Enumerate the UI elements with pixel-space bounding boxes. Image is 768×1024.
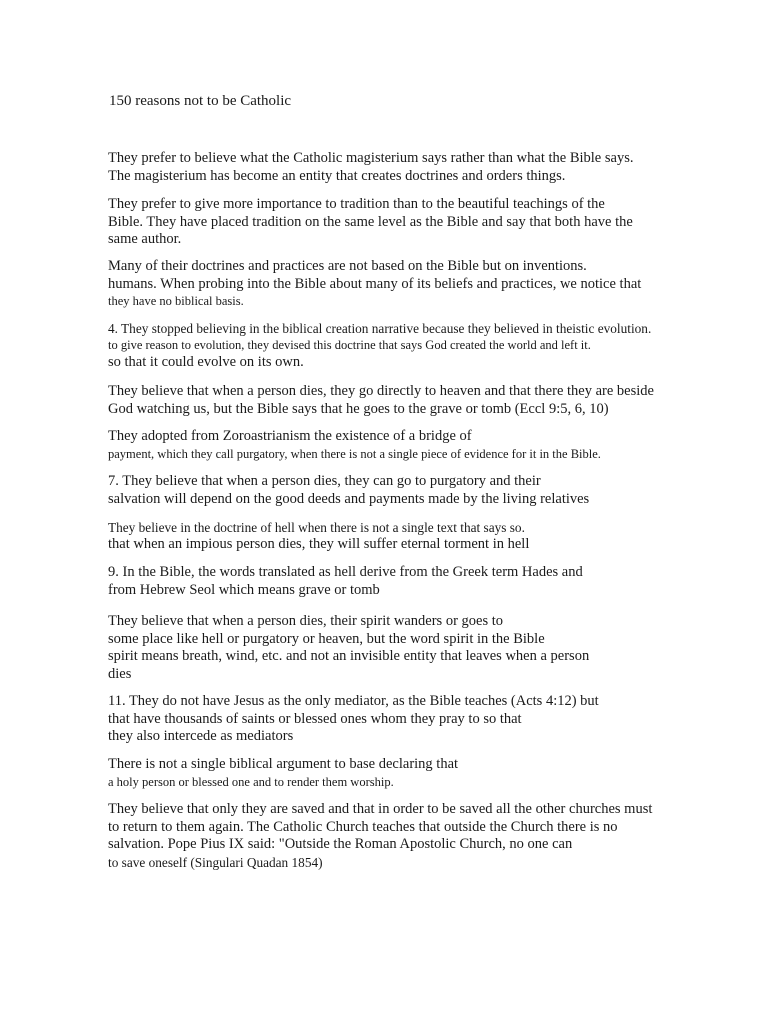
paragraph-2 — [108, 196, 758, 249]
text-line: payment, which they call purgatory, when there is not a single piece of evidence for it in the Bible. — [108, 446, 601, 461]
text-line: 7. They believe that when a person dies, they can go to purgatory and their — [108, 473, 541, 489]
text-line: same author. — [108, 231, 182, 247]
text-line: they also intercede as mediators — [108, 728, 294, 744]
text-line: They believe that when a person dies, they go directly to heaven and that there they are beside — [108, 383, 654, 399]
text-line: so that it could evolve on its own. — [108, 354, 304, 370]
paragraph-8 — [108, 519, 758, 554]
text-line: humans. When probing into the Bible about many of its beliefs and practices, we notice that — [108, 275, 642, 292]
text-line: salvation will depend on the good deeds and payments made by the living relatives — [108, 490, 590, 507]
text-line: Many of their doctrines and practices are not based on the Bible but on inventions. — [108, 258, 587, 274]
document-title: 150 reasons not to be Catholic — [109, 93, 292, 109]
text-line: They believe that only they are saved and that in order to be saved all the other churches must — [108, 801, 653, 817]
text-line: There is not a single biblical argument to base declaring that — [108, 756, 459, 772]
text-line: to return to them again. The Catholic Church teaches that outside the Church there is no — [108, 818, 618, 835]
text-line: They believe that when a person dies, their spirit wanders or goes to — [108, 613, 504, 629]
paragraph-7 — [108, 473, 758, 508]
text-line: dies — [108, 665, 132, 682]
text-line: They prefer to believe what the Catholic magisterium says rather than what the Bible says. — [108, 150, 634, 166]
text-line: 4. They stopped believing in the biblical creation narrative because they believed in theistic evolution. — [108, 321, 652, 336]
text-line: 9. In the Bible, the words translated as hell derive from the Greek term Hades and — [108, 564, 583, 580]
text-line: Bible. They have placed tradition on the same level as the Bible and say that both have the — [108, 213, 633, 230]
paragraph-4 — [108, 320, 758, 372]
text-line: a holy person or blessed one and to render them worship. — [108, 774, 394, 789]
paragraph-3 — [108, 258, 758, 310]
text-line: The magisterium has become an entity that creates doctrines and orders things. — [108, 167, 566, 184]
paragraph-13 — [108, 801, 758, 871]
text-line: they have no biblical basis. — [108, 294, 244, 308]
paragraph-1 — [108, 150, 758, 185]
text-line: They prefer to give more importance to tradition than to the beautiful teachings of the — [108, 196, 605, 212]
text-line: to give reason to evolution, they devised this doctrine that says God created the world and left it. — [108, 338, 591, 352]
text-line: that have thousands of saints or blessed ones whom they pray to so that — [108, 710, 522, 727]
paragraph-5 — [108, 383, 758, 418]
text-line: that when an impious person dies, they will suffer eternal torment in hell — [108, 536, 530, 552]
paragraph-10 — [108, 613, 758, 683]
text-line: spirit means breath, wind, etc. and not an invisible entity that leaves when a person — [108, 648, 590, 664]
text-line: They believe in the doctrine of hell when there is not a single text that says so. — [108, 520, 525, 535]
text-line: some place like hell or purgatory or heaven, but the word spirit in the Bible — [108, 630, 545, 647]
text-line: from Hebrew Seol which means grave or tomb — [108, 581, 380, 598]
paragraph-9 — [108, 564, 758, 599]
paragraph-12 — [108, 756, 758, 791]
text-line: 11. They do not have Jesus as the only mediator, as the Bible teaches (Acts 4:12) but — [108, 693, 599, 709]
text-line: to save oneself (Singulari Quadan 1854) — [108, 854, 323, 870]
text-line: salvation. Pope Pius IX said: "Outside the Roman Apostolic Church, no one can — [108, 836, 573, 852]
paragraph-6 — [108, 428, 758, 463]
text-line: They adopted from Zoroastrianism the existence of a bridge of — [108, 428, 472, 444]
text-line: God watching us, but the Bible says that he goes to the grave or tomb (Eccl 9:5, 6, 10) — [108, 400, 609, 417]
paragraph-11 — [108, 693, 758, 746]
